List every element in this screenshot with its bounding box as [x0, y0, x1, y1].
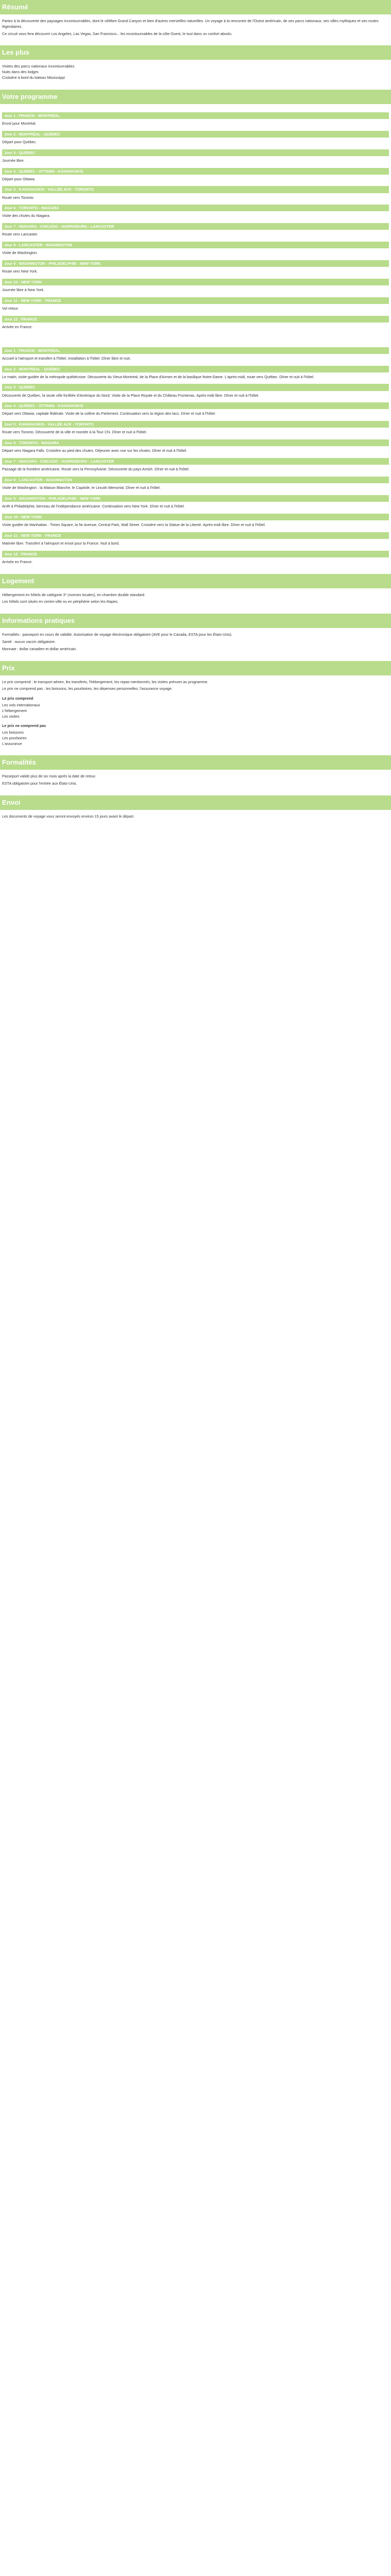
prix-exclus-title: Le prix ne comprend pas	[2, 723, 46, 728]
prix-inclus-item: Les vols internationaux	[2, 702, 40, 707]
day-title: Jour 4 : QUÉBEC - OTTAWA - KANANASKIS	[2, 168, 389, 175]
section-title-envoi: Envoi	[0, 795, 391, 810]
section-title-programme: Votre programme	[0, 90, 391, 104]
day-text: Envol pour Montréal.	[2, 121, 37, 126]
day-title: Jour 12 : FRANCE	[2, 551, 389, 557]
prix-exclus-item: Les boissons	[2, 730, 24, 735]
day-title: Jour 7 : NIAGARA - CHICAGO - HARRISBURG - LANCASTER	[2, 223, 389, 230]
day-title: Jour 9 : WASHINGTON - PHILADELPHIE - NEW YORK	[2, 495, 389, 502]
day-title: Jour 5 : KANANASKIS - VALLÉE AUX - TORONTO	[2, 186, 389, 193]
day-text: Matinée libre. Transfert à l'aéroport et envol pour la France. Nuit à bord.	[2, 540, 120, 546]
section-envoi	[0, 810, 391, 828]
day-title: Jour 4 : QUÉBEC - OTTAWA - KANANASKIS	[2, 402, 389, 409]
section-title-prix: Prix	[0, 661, 391, 675]
infos-paragraph: Formalités : passeport en cours de validité. Autorisation de voyage électronique obligatoire (AVE pour le Canada, ESTA pour les États-Unis).	[2, 632, 233, 637]
section-formalites	[0, 770, 391, 795]
section-infos	[0, 628, 391, 660]
day-text: Visite guidée de Manhattan : Times Square, la 5e Avenue, Central Park, Wall Street. Croisière vers la Statue de la Liberté. Après-midi libre. Dîner et nuit à l'hôtel.	[2, 522, 266, 527]
day-title: Jour 1 : FRANCE - MONTRÉAL	[2, 347, 389, 354]
logement-paragraph: Les hôtels sont situés en centre-ville ou en périphérie selon les étapes.	[2, 599, 119, 604]
section-title-infos: Informations pratiques	[0, 614, 391, 628]
section-prix	[0, 675, 391, 756]
prix-inclus-item: Les visites	[2, 714, 20, 719]
day-text: Arrêt à Philadelphie, berceau de l'indépendance américaine. Continuation vers New York. Dîner et nuit à l'hôtel.	[2, 504, 185, 509]
infos-paragraph: Monnaie : dollar canadien et dollar américain.	[2, 646, 77, 651]
page	[0, 0, 391, 839]
plus-item: Visites des parcs nationaux incontournables	[2, 64, 75, 69]
formalites-paragraph: ESTA obligatoire pour l'entrée aux États-Unis.	[2, 781, 77, 786]
day-text: Passage de la frontière américaine. Route vers la Pennsylvanie. Découverte du pays Amish. Dîner et nuit à l'hôtel.	[2, 467, 190, 472]
day-title: Jour 12 : FRANCE	[2, 316, 389, 323]
section-title-formalites: Formalités	[0, 755, 391, 770]
infos-paragraph: Santé : aucun vaccin obligatoire.	[2, 639, 56, 644]
logement-paragraph: Hébergement en hôtels de catégorie 3* (normes locales), en chambre double standard.	[2, 592, 145, 597]
prix-inclus-item: L'hébergement	[2, 708, 27, 713]
day-title: Jour 8 : LANCASTER - WASHINGTON	[2, 477, 389, 483]
day-text: Route vers Toronto.	[2, 195, 35, 200]
prix-paragraph: Le prix comprend : le transport aérien, les transferts, l'hébergement, les repas mentionnés, les visites prévues au programme.	[2, 679, 208, 684]
day-text: Journée libre.	[2, 158, 25, 163]
section-title-resume: Résumé	[0, 0, 391, 14]
prix-exclus-item: L'assurance	[2, 741, 22, 746]
day-text: Visite des chutes du Niagara.	[2, 213, 51, 218]
section-programme-detailed	[0, 339, 391, 574]
day-text: Visite de Washington : la Maison Blanche, le Capitole, le Lincoln Memorial. Dîner et nuit à l'hôtel.	[2, 485, 161, 490]
day-text: Route vers New York.	[2, 269, 38, 274]
day-title: Jour 10 : NEW YORK	[2, 279, 389, 285]
plus-item: Nuits dans des lodges	[2, 70, 39, 75]
prix-exclus-item: Les pourboires	[2, 735, 27, 740]
day-title: Jour 5 : KANANASKIS - VALLÉE AUX - TORONTO	[2, 421, 389, 428]
day-text: Découverte de Québec, la seule ville fortifiée d'Amérique du Nord. Visite de la Place Royale et du Château Frontenac. Après-midi libre. Dîner et nuit à l'hôtel.	[2, 393, 259, 398]
day-title: Jour 1 : FRANCE - MONTRÉAL	[2, 112, 389, 119]
prix-inclus-title: Le prix comprend	[2, 696, 34, 701]
day-title: Jour 10 : NEW YORK	[2, 514, 389, 520]
day-text: Départ pour Québec.	[2, 139, 37, 144]
day-title: Jour 2 : MONTRÉAL - QUÉBEC	[2, 131, 389, 138]
section-logement	[0, 588, 391, 614]
day-text: Le matin, visite guidée de la métropole québécoise. Découverte du Vieux-Montréal, de la Place d'Armes et de la basilique Notre-Dame. L'après-midi, route vers Québec. Dîner et nuit à l'hôtel.	[2, 374, 315, 379]
day-title: Jour 11 : NEW YORK - FRANCE	[2, 297, 389, 304]
day-title: Jour 11 : NEW YORK - FRANCE	[2, 532, 389, 539]
day-text: Arrivée en France.	[2, 559, 33, 564]
resume-paragraph: Ce circuit vous fera découvrir Los Angeles, Las Vegas, San Francisco... les incontournables de la côte Ouest, le tout dans un confort absolu.	[2, 31, 233, 36]
day-text: Accueil à l'aéroport et transfert à l'hôtel. Installation à l'hôtel. Dîner libre et nuit.	[2, 355, 131, 361]
page-bottom-spacer	[0, 828, 391, 839]
day-text: Départ vers Niagara Falls. Croisière au pied des chutes. Déjeuner avec vue sur les chutes. Dîner et nuit à l'hôtel.	[2, 448, 187, 453]
plus-list	[2, 64, 389, 80]
day-text: Départ vers Ottawa, capitale fédérale. Visite de la colline du Parlement. Continuation vers la région des lacs. Dîner et nuit à l'hôtel.	[2, 411, 216, 416]
section-resume	[0, 14, 391, 45]
day-text: Arrivée en France.	[2, 324, 33, 329]
day-title: Jour 6 : TORONTO - NIAGARA	[2, 205, 389, 211]
day-title: Jour 7 : NIAGARA - CHICAGO - HARRISBURG - LANCASTER	[2, 458, 389, 465]
day-text: Route vers Toronto. Découverte de la ville et montée à la Tour CN. Dîner et nuit à l'hôtel.	[2, 430, 147, 435]
day-text: Vol retour.	[2, 306, 19, 311]
day-title: Jour 2 : MONTRÉAL - QUÉBEC	[2, 366, 389, 372]
formalites-paragraph: Passeport valide plus de six mois après la date de retour.	[2, 774, 96, 779]
prix-exclus-list	[2, 730, 389, 747]
day-text: Journée libre à New York.	[2, 287, 44, 293]
day-title: Jour 3 : QUÉBEC	[2, 384, 389, 391]
section-title-plus: Les plus	[0, 45, 391, 60]
prix-paragraph: Le prix ne comprend pas : les boissons, les pourboires, les dépenses personnelles, l'assurance voyage.	[2, 686, 173, 691]
resume-paragraph: Partez à la découverte des paysages incontournables, dont le célèbre Grand Canyon et bien d'autres merveilles naturelles. Un voyage à la rencontre de l'Ouest américain, de ses parcs nationaux, ses villes mythiques et ses routes légendaires.	[2, 19, 379, 29]
day-title: Jour 8 : LANCASTER - WASHINGTON	[2, 242, 389, 248]
day-title: Jour 6 : TORONTO - NIAGARA	[2, 439, 389, 446]
envoi-paragraph: Les documents de voyage vous seront envoyés environ 15 jours avant le départ.	[2, 814, 135, 819]
day-title: Jour 9 : WASHINGTON - PHILADELPHIE - NEW YORK	[2, 260, 389, 267]
day-title: Jour 3 : QUÉBEC	[2, 149, 389, 156]
day-text: Route vers Lancaster.	[2, 232, 38, 237]
day-text: Visite de Washington.	[2, 250, 38, 256]
day-text: Départ pour Ottawa.	[2, 176, 36, 181]
section-title-logement: Logement	[0, 574, 391, 588]
section-plus	[0, 60, 391, 89]
section-programme	[0, 104, 391, 339]
plus-item: Croisière à bord du bateau Mississippi	[2, 75, 65, 80]
prix-inclus-list	[2, 703, 389, 719]
